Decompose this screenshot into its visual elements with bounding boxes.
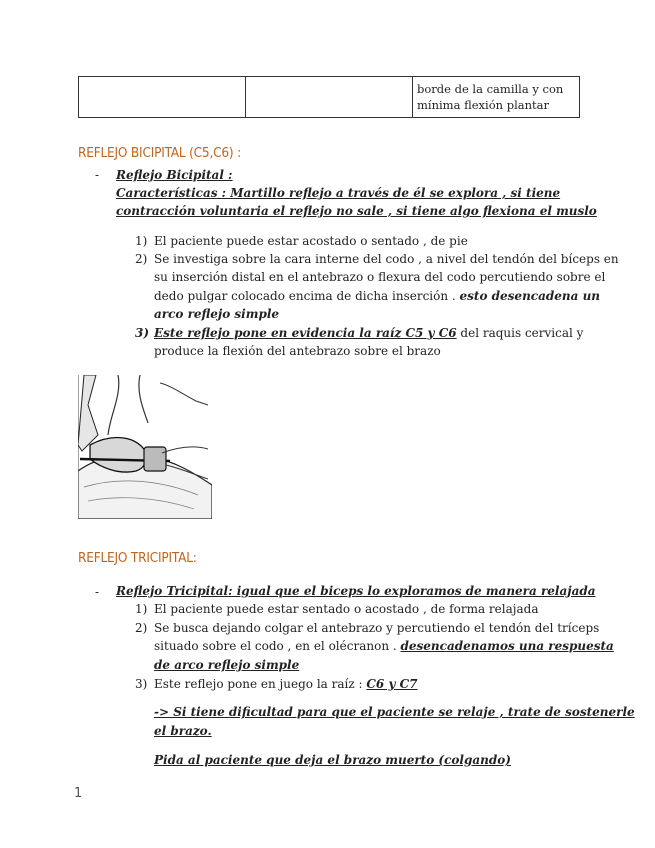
list-number: 2) bbox=[135, 621, 148, 635]
tricipital-item-3-text: Este reflejo pone en juego la raíz : bbox=[154, 677, 367, 691]
bicipital-item-3-rest: del raquis cervical y bbox=[456, 326, 584, 340]
bullet-marker: - bbox=[95, 585, 100, 599]
bicipital-item-3-emphasis: Este reflejo pone en evidencia la raíz C5 y C6 bbox=[154, 326, 457, 340]
tricipital-item-2-line-2-text: situado sobre el codo , en el olécranon . bbox=[154, 639, 401, 653]
bicipital-item-2-emphasis: esto desencadena un bbox=[459, 289, 601, 303]
tricipital-title: Reflejo Tricipital: igual que el biceps lo exploramos de manera relajada bbox=[116, 584, 596, 598]
heading-reflejo-bicipital: REFLEJO BICIPITAL (C5,C6) : bbox=[78, 145, 242, 161]
table-cell bbox=[79, 77, 246, 118]
bicipital-item-3-line-2: produce la flexión del antebrazo sobre el brazo bbox=[154, 344, 441, 358]
biceps-reflex-illustration bbox=[78, 375, 212, 519]
bicipital-item-2-line-1: Se investiga sobre la cara interne del codo , a nivel del tendón del bíceps en bbox=[154, 252, 619, 266]
bicipital-characteristics-line-1: Características : Martillo reflejo a través de él se explora , si tiene bbox=[116, 186, 561, 200]
tricipital-item-3-emphasis: C6 y C7 bbox=[366, 677, 418, 691]
continuation-table bbox=[78, 76, 580, 118]
tricipital-item-2-line-3: de arco reflejo simple bbox=[154, 658, 300, 672]
tricipital-item-2-line-2 bbox=[154, 637, 614, 655]
bicipital-item-2-line-3-text: dedo pulgar colocado encima de dicha inserción . bbox=[154, 289, 460, 303]
tricipital-item-2-emphasis: desencadenamos una respuesta bbox=[400, 639, 614, 653]
bicipital-item-1: El paciente puede estar acostado o sentado , de pie bbox=[154, 234, 468, 248]
tricipital-item-2-line-1: Se busca dejando colgar el antebrazo y percutiendo el tendón del tríceps bbox=[154, 621, 600, 635]
bicipital-item-2-line-3 bbox=[154, 287, 600, 305]
list-number: 1) bbox=[135, 234, 148, 248]
bicipital-item-2-line-2: su inserción distal en el antebrazo o flexura del codo percutiendo sobre el bbox=[154, 270, 606, 284]
bicipital-item-3-line-1 bbox=[154, 324, 583, 342]
list-number: 2) bbox=[135, 252, 148, 266]
list-number: 3) bbox=[135, 677, 148, 691]
tricipital-item-1: El paciente puede estar sentado o acostado , de forma relajada bbox=[154, 602, 539, 616]
table-cell: borde de la camilla y con mínima flexión plantar bbox=[413, 77, 580, 118]
table-row bbox=[79, 77, 580, 118]
list-number: 3) bbox=[135, 326, 150, 340]
tricipital-note-line-1: -> Si tiene dificultad para que el paciente se relaje , trate de sostenerle bbox=[154, 705, 635, 719]
list-number: 1) bbox=[135, 602, 148, 616]
bullet-marker: - bbox=[95, 168, 100, 182]
tricipital-note-line-2: el brazo. bbox=[154, 724, 212, 738]
tricipital-item-3 bbox=[154, 675, 418, 693]
bicipital-title: Reflejo Bicipital : bbox=[116, 168, 233, 182]
bicipital-characteristics-line-2: contracción voluntaria el reflejo no sale , si tiene algo flexiona el muslo bbox=[116, 204, 597, 218]
heading-reflejo-tricipital: REFLEJO TRICIPITAL: bbox=[78, 550, 197, 566]
page-number: 1 bbox=[74, 786, 83, 801]
tricipital-note-2: Pida al paciente que deja el brazo muerto (colgando) bbox=[154, 753, 511, 767]
table-cell bbox=[246, 77, 413, 118]
bicipital-item-2-line-4: arco reflejo simple bbox=[154, 307, 280, 321]
